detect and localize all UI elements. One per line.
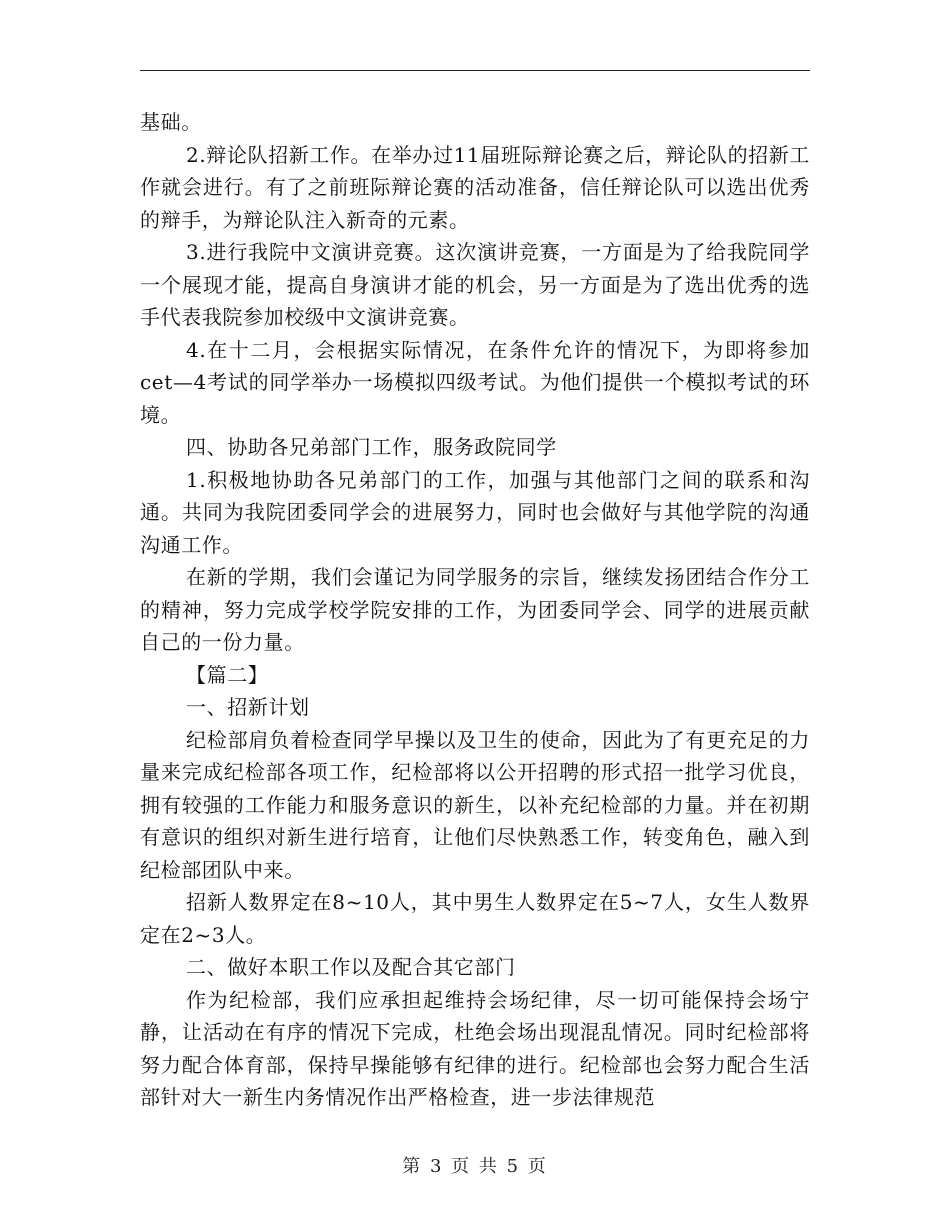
page-number-footer: 第 3 页 共 5 页 [402,1156,548,1177]
paragraph: 招新人数界定在8~10人，其中男生人数界定在5~7人，女生人数界定在2~3人。 [140,890,810,947]
paragraph: 纪检部肩负着检查同学早操以及卫生的使命，因此为了有更充足的力量来完成纪检部各项工作，纪检部将以公开招聘的形式招一批学习优良，拥有较强的工作能力和服务意识的新生，以补充纪检部的力量。并在初期有意识的组织对新生进行培育，让他们尽快熟悉工作，转变角色，融入到纪检部团队中来。 [140,727,810,882]
paragraph: 3.进行我院中文演讲竞赛。这次演讲竞赛，一方面是为了给我院同学一个展现才能，提高自身演讲才能的机会，另一方面是为了选出优秀的选手代表我院参加校级中文演讲竞赛。 [140,240,810,329]
header-divider [140,70,810,71]
paragraph: 作为纪检部，我们应承担起维持会场纪律，尽一切可能保持会场宁静，让活动在有序的情况下完成，杜绝会场出现混乱情况。同时纪检部将努力配合体育部，保持早操能够有纪律的进行。纪检部也会努力配合生活部针对大一新生内务情况作出严格检查，进一步法律规范 [140,987,810,1109]
paragraph: 4.在十二月，会根据实际情况，在条件允许的情况下，为即将参加cet—4考试的同学举办一场模拟四级考试。为他们提供一个模拟考试的环境。 [140,337,810,427]
section-heading: 一、招新计划 [186,695,310,719]
section-heading: 二、做好本职工作以及配合其它部门 [186,955,516,979]
document-body [140,106,810,1114]
paragraph: 2.辩论队招新工作。在举办过11届班际辩论赛之后，辩论队的招新工作就会进行。有了之前班际辩论赛的活动准备，信任辩论队可以选出优秀的辩手，为辩论队注入新奇的元素。 [140,142,810,232]
paragraph: 在新的学期，我们会谨记为同学服务的宗旨，继续发扬团结合作分工的精神，努力完成学校学院安排的工作，为团委同学会、同学的进展贡献自己的一份力量。 [140,565,810,654]
paragraph: 基础。 [140,110,202,134]
part-heading: 【篇二】 [186,662,269,687]
paragraph: 1.积极地协助各兄弟部门的工作，加强与其他部门之间的联系和沟通。共同为我院团委同学会的进展努力，同时也会做好与其他学院的沟通沟通工作。 [140,467,810,557]
section-heading: 四、协助各兄弟部门工作，服务政院同学 [186,435,557,459]
